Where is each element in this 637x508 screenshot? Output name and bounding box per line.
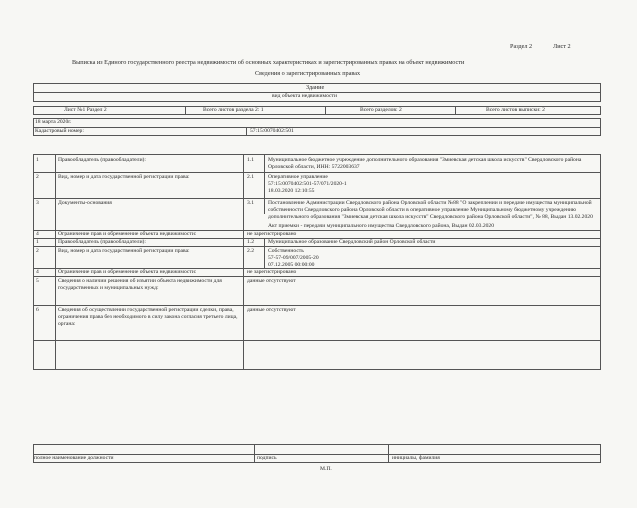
initials-label: инициалы, фамилия [392, 455, 440, 461]
stamp-label: М.П. [320, 466, 332, 472]
extract-date: 18 марта 2020г. [35, 119, 72, 125]
row-number: 1 [36, 239, 39, 245]
row-number: 2 [36, 248, 39, 254]
object-type-caption: вид объекта недвижимости [272, 93, 337, 99]
row-subnumber: 2.1 [247, 174, 254, 180]
row-number: 5 [36, 278, 39, 284]
row-value: Муниципальное бюджетное учреждение дополнительного образования "Змиевская детская школа искусств" Свердловского района Орловской области, ИНН: 5722003637 [268, 157, 582, 170]
row-label: Вид, номер и дата государственной регистрации права: [58, 174, 190, 180]
cadastral-number: 57:15:0070402:501 [250, 128, 294, 134]
row-label: Вид, номер и дата государственной регистрации права: [58, 248, 190, 254]
row-label: Ограничение прав и обременение объекта недвижимости: [58, 269, 197, 275]
row-value: Собственность 57-57-09/007/2005-20 07.12.2005 00:00:00 [268, 248, 319, 268]
row-subnumber: 3.1 [247, 200, 254, 206]
row-value: данные отсутствуют [247, 278, 296, 284]
signature-label: подпись [257, 455, 277, 461]
row-value: Оперативное управление 57:15:0070402:501-57/071/2020-1 18.03.2020 12:10:55 [268, 174, 347, 194]
object-type: Здание [306, 84, 325, 91]
row-value: не зарегистрировано [247, 269, 297, 275]
row-number: 4 [36, 269, 39, 275]
row-label: Ограничение прав и обременение объекта недвижимости: [58, 231, 197, 237]
position-label: полное наименование должности [34, 455, 114, 461]
row-value-secondary: Акт приемки - передачи муниципального имущества Свердловского района, Выдан 02.03.2020 [268, 223, 495, 229]
row-label: Правообладатель (правообладатели): [58, 157, 146, 163]
document-subtitle: Сведения о зарегистрированных правах [255, 70, 361, 77]
row-value: Постановление Администрации Свердловского района Орловской области №88 "О закреплении и передаче имущества муниципальной собственности Свердловского района Орловской области в оперативное управление Муниципальному бюджетному учреждению дополнительного образования "Змиевская детская школа искусств" Свердловского района Орловской области", № 88, Выдан 13.02.2020 [268, 200, 593, 220]
document-title: Выписка из Единого государственного реестра недвижимости об основных характеристиках и зарегистрированных правах на объект недвижимости [72, 59, 465, 66]
row-number: 2 [36, 174, 39, 180]
total-sections: Всего разделов: 2 [360, 107, 402, 113]
row-subnumber: 2.2 [247, 248, 254, 254]
total-sheets-section: Всего листов раздела 2: 1 [203, 107, 264, 113]
row-number: 4 [36, 231, 39, 237]
row-subnumber: 1.2 [247, 239, 254, 245]
total-sheets: Всего листов выписки: 2 [486, 107, 545, 113]
sheet-section: Лист №1 Раздел 2 [64, 107, 107, 113]
row-value: данные отсутствуют [247, 307, 296, 313]
row-subnumber: 1.1 [247, 157, 254, 163]
row-label: Сведения об осуществлении государственной регистрации сделки, права, ограничения права без необходимого в силу закона согласия третьего лица, органа: [58, 307, 238, 327]
row-label: Сведения о наличии решения об изъятии объекта недвижимости для государственных и муниципальных нужд: [58, 278, 222, 291]
row-number: 6 [36, 307, 39, 313]
row-number: 3 [36, 200, 39, 206]
row-label: Правообладатель (правообладатели): [58, 239, 146, 245]
row-value: Муниципальное образование Свердловский район Орловской области [268, 239, 436, 245]
row-number: 1 [36, 157, 39, 163]
row-value: не зарегистрировано [247, 231, 297, 237]
row-label: Документы-основания [58, 200, 112, 206]
cadastral-label: Кадастровый номер: [35, 128, 84, 134]
section-label: Раздел 2 [510, 43, 533, 50]
sheet-label: Лист 2 [553, 43, 571, 50]
